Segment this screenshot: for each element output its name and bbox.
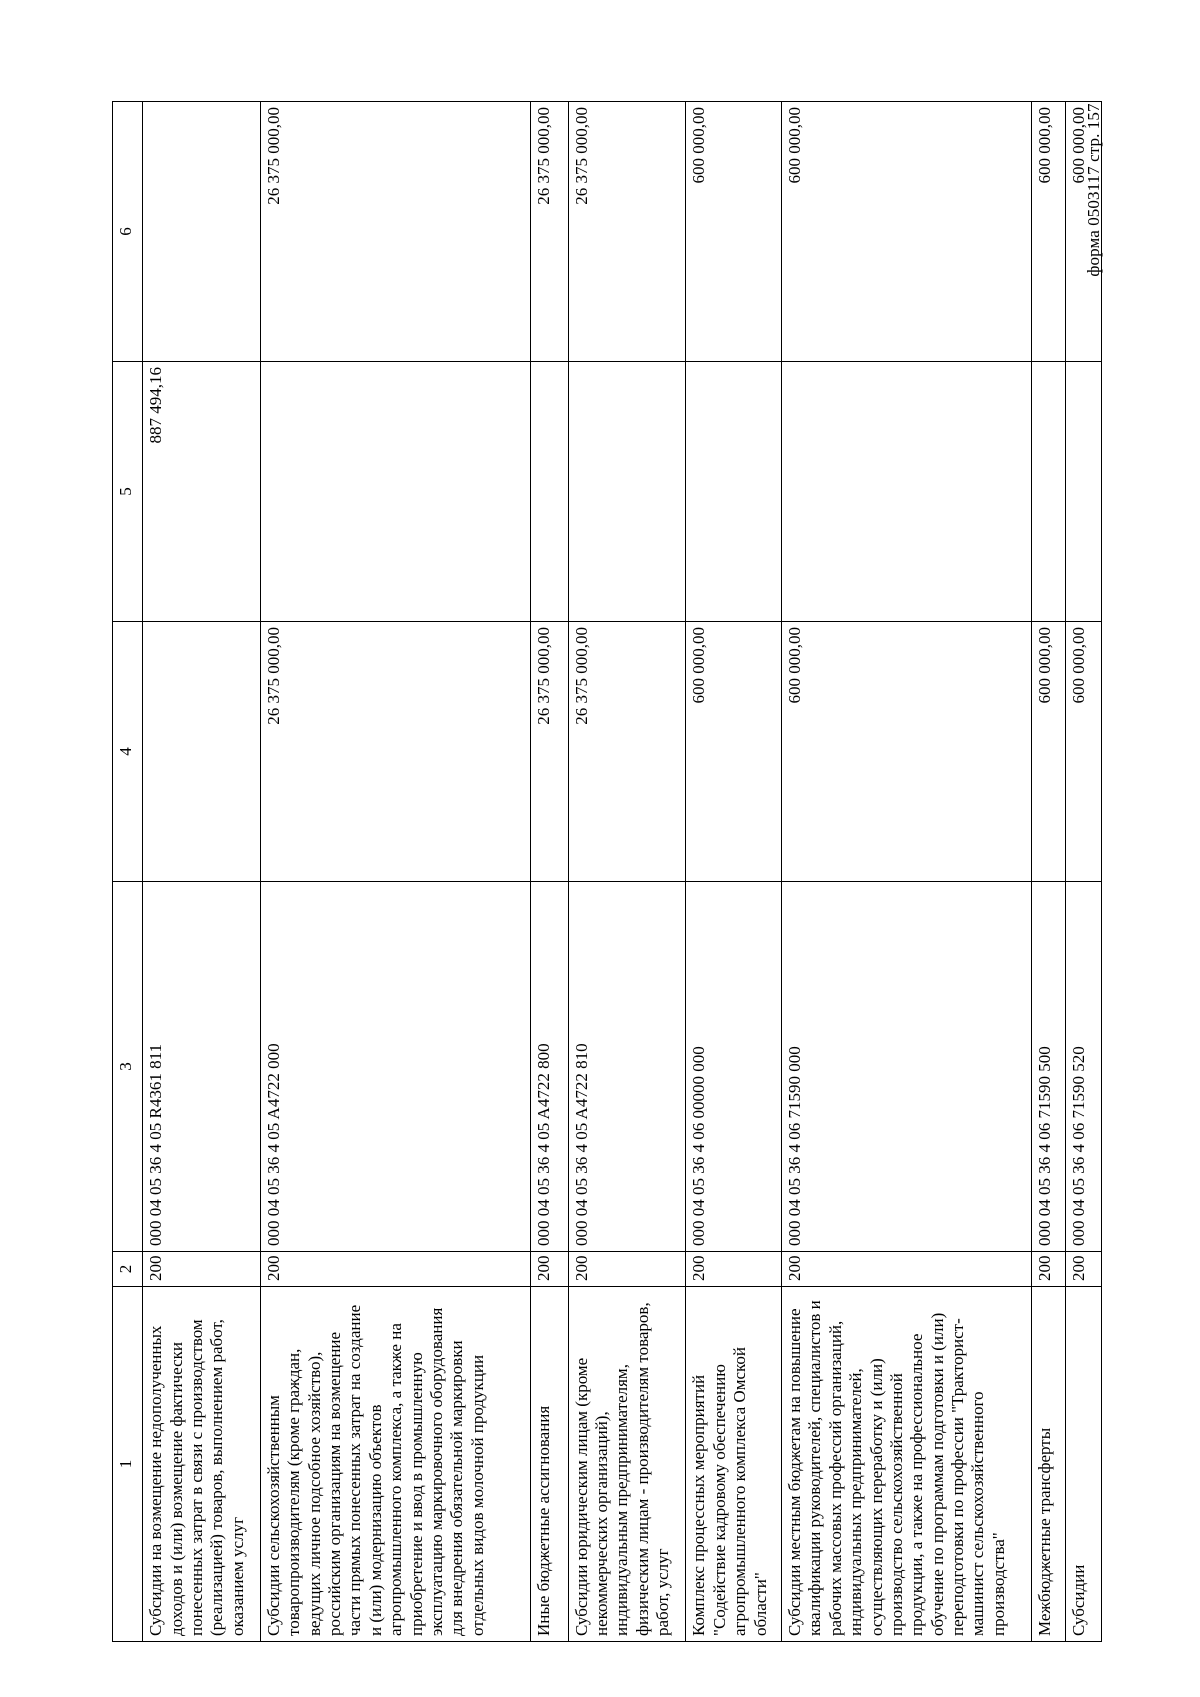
row-approved: 26 375 000,00: [568, 622, 686, 882]
column-number-row: [113, 102, 143, 1642]
row-budget-code: 000 04 05 36 4 06 00000 000: [686, 882, 782, 1252]
row-approved: 600 000,00: [1031, 622, 1066, 882]
row-budget-code: 000 04 05 36 4 06 71590 000: [781, 882, 1031, 1252]
row-unexecuted: 26 375 000,00: [568, 102, 686, 362]
column-number: 4: [113, 622, 143, 882]
row-line-code: 200: [260, 1252, 530, 1287]
row-line-code: 200: [1031, 1252, 1066, 1287]
column-number: 5: [113, 362, 143, 622]
row-executed: [1031, 362, 1066, 622]
row-budget-code: 000 04 05 36 4 05 A4722 800: [530, 882, 568, 1252]
row-name: Субсидии местным бюджетам на повышение квалификации руководителей, специалистов и рабочих массовых профессий организаций, индивидуальных предпринимателей, осуществляющих переработку и (или) производство сельскохозяйственной продукции, а также на профессиональное обучение по программам подготовки и (или) переподготовки по профессии "Тракторист-машинист сельскохозяйственного производства": [781, 1287, 1031, 1642]
row-name: Субсидии сельскохозяйственным товаропроизводителям (кроме граждан, ведущих личное подсобное хозяйство), российским организациям на возмещение части прямых понесенных затрат на создание и (или) модернизацию объектов агропромышленного комплекса, а также на приобретение и ввод в промышленную эксплуатацию маркировочного оборудования для внедрения обязательной маркировки отдельных видов молочной продукции: [260, 1287, 530, 1642]
row-approved: 26 375 000,00: [530, 622, 568, 882]
budget-execution-table: [112, 101, 1102, 1642]
row-budget-code: 000 04 05 36 4 06 71590 520: [1066, 882, 1102, 1252]
table-wrapper: [112, 102, 1102, 1642]
row-unexecuted: 600 000,00: [1031, 102, 1066, 362]
table-row: [143, 102, 261, 1642]
table-row: [568, 102, 686, 1642]
row-budget-code: 000 04 05 36 4 05 A4722 000: [260, 882, 530, 1252]
row-approved: 600 000,00: [1066, 622, 1102, 882]
row-executed: [781, 362, 1031, 622]
form-label: форма 0503117 стр. 157: [1084, 103, 1103, 277]
row-line-code: 200: [530, 1252, 568, 1287]
table-row: [781, 102, 1031, 1642]
row-budget-code: 000 04 05 36 4 05 A4722 810: [568, 882, 686, 1252]
row-line-code: 200: [686, 1252, 782, 1287]
row-unexecuted: 26 375 000,00: [260, 102, 530, 362]
column-number: 2: [113, 1252, 143, 1287]
row-name: Субсидии: [1066, 1287, 1102, 1642]
row-name: Иные бюджетные ассигнования: [530, 1287, 568, 1642]
row-executed: [686, 362, 782, 622]
row-name: Комплекс процессных мероприятий "Содействие кадровому обеспечению агропромышленного комплекса Омской области": [686, 1287, 782, 1642]
table-row: [686, 102, 782, 1642]
table-row: [1031, 102, 1066, 1642]
row-approved: [143, 622, 261, 882]
row-unexecuted: 26 375 000,00: [530, 102, 568, 362]
row-name: Субсидии юридическим лицам (кроме некоммерческих организаций), индивидуальным предпринимателям, физическим лицам - производителям товаров, работ, услуг: [568, 1287, 686, 1642]
column-number: 3: [113, 882, 143, 1252]
row-approved: 26 375 000,00: [260, 622, 530, 882]
row-budget-code: 000 04 05 36 4 06 71590 500: [1031, 882, 1066, 1252]
row-approved: 600 000,00: [781, 622, 1031, 882]
table-row: [260, 102, 530, 1642]
row-budget-code: 000 04 05 36 4 05 R4361 811: [143, 882, 261, 1252]
row-executed: 887 494,16: [143, 362, 261, 622]
row-unexecuted: 600 000,00: [686, 102, 782, 362]
row-unexecuted: 600 000,00: [1066, 102, 1102, 362]
row-executed: [530, 362, 568, 622]
row-line-code: 200: [781, 1252, 1031, 1287]
row-executed: [1066, 362, 1102, 622]
table-row: [1066, 102, 1102, 1642]
row-unexecuted: 600 000,00: [781, 102, 1031, 362]
row-line-code: 200: [143, 1252, 261, 1287]
row-name: Межбюджетные трансферты: [1031, 1287, 1066, 1642]
row-approved: 600 000,00: [686, 622, 782, 882]
row-name: Субсидии на возмещение недополученных доходов и (или) возмещение фактически понесенных затрат в связи с производством (реализацией) товаров, выполнением работ, оказанием услуг: [143, 1287, 261, 1642]
column-number: 1: [113, 1287, 143, 1642]
row-line-code: 200: [1066, 1252, 1102, 1287]
column-number: 6: [113, 102, 143, 362]
row-line-code: 200: [568, 1252, 686, 1287]
row-executed: [568, 362, 686, 622]
table-row: [530, 102, 568, 1642]
row-executed: [260, 362, 530, 622]
row-unexecuted: [143, 102, 261, 362]
